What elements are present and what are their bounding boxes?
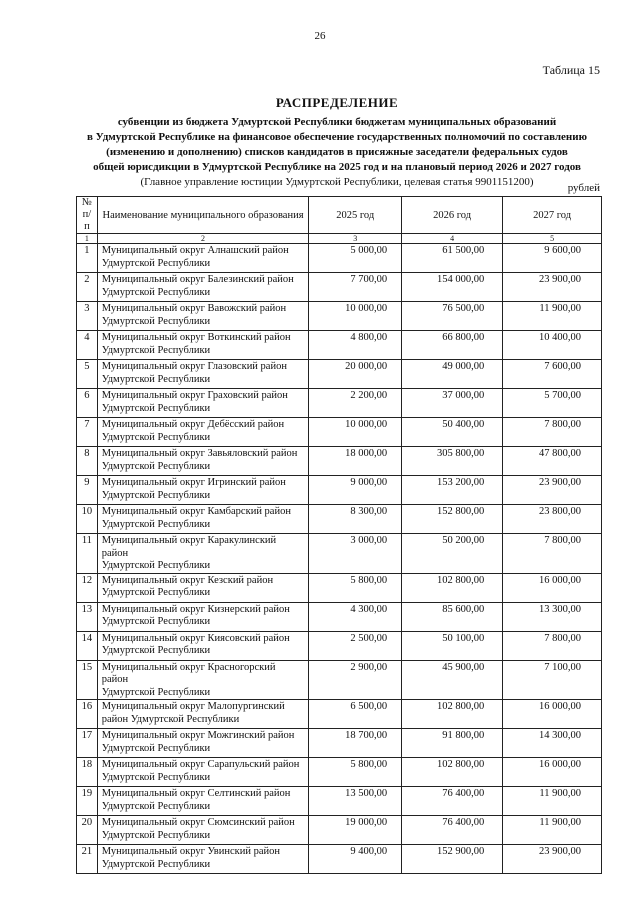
amount-2025: 6 500,00 (309, 700, 402, 729)
amount-2026: 154 000,00 (402, 273, 503, 302)
row-number: 10 (77, 505, 98, 534)
subtitle-line-3: (изменению и дополнению) списков кандидатов в присяжные заседатели федеральных судов (106, 146, 568, 158)
amount-2027: 7 800,00 (503, 534, 602, 574)
municipality-name-line2: Удмуртской Республики (101, 460, 211, 472)
municipality-name-line1: Муниципальный округ Кизнерский район (101, 603, 290, 615)
column-index: 3 (309, 234, 402, 244)
municipality-name-line2: район Удмуртской Республики (101, 713, 240, 725)
municipality-name-line1: Муниципальный округ Дебёсский район (101, 419, 285, 430)
amount-2026: 152 900,00 (402, 845, 503, 874)
amount-2025: 3 000,00 (309, 534, 402, 574)
municipality-name (97, 418, 309, 447)
municipality-name-line2: Удмуртской Республики (101, 431, 211, 443)
table-row (77, 631, 602, 660)
table-row (77, 418, 602, 447)
header-number-line1: № (81, 197, 92, 208)
row-number: 15 (77, 660, 98, 700)
municipality-name (97, 244, 309, 273)
municipality-name (97, 273, 309, 302)
table-row (77, 476, 602, 505)
municipality-name-line1: Муниципальный округ Каракулинский район (101, 535, 277, 559)
table-row (77, 787, 602, 816)
distribution-table (76, 196, 602, 874)
row-number: 2 (77, 273, 98, 302)
table-label: Таблица 15 (542, 63, 600, 77)
amount-2025: 5 800,00 (309, 758, 402, 787)
amount-2027: 13 300,00 (503, 602, 602, 631)
column-index: 2 (97, 234, 309, 244)
municipality-name-line1: Муниципальный округ Игринский район (101, 477, 286, 488)
municipality-name (97, 787, 309, 816)
amount-2027: 9 600,00 (503, 244, 602, 273)
municipality-name-line2: Удмуртской Республики (101, 742, 211, 754)
amount-2025: 7 700,00 (309, 273, 402, 302)
amount-2027: 11 900,00 (503, 787, 602, 816)
row-number: 6 (77, 389, 98, 418)
amount-2026: 37 000,00 (402, 389, 503, 418)
table-row (77, 331, 602, 360)
municipality-name (97, 534, 309, 574)
header-2025: 2025 год (309, 197, 402, 234)
municipality-name-line1: Муниципальный округ Граховский район (101, 390, 288, 401)
municipality-name (97, 389, 309, 418)
table-row (77, 660, 602, 700)
amount-2027: 14 300,00 (503, 729, 602, 758)
municipality-name-line2: Удмуртской Республики (101, 771, 211, 783)
row-number: 17 (77, 729, 98, 758)
municipality-name-line2: Удмуртской Республики (101, 616, 211, 627)
table-row (77, 729, 602, 758)
municipality-name (97, 331, 309, 360)
column-index-row (77, 234, 602, 244)
municipality-name-line1: Муниципальный округ Кезский район (101, 574, 274, 586)
table-row (77, 573, 602, 602)
amount-2025: 20 000,00 (309, 360, 402, 389)
municipality-name (97, 816, 309, 845)
municipality-name-line1: Муниципальный округ Селтинский район (101, 788, 291, 799)
header-row (77, 197, 602, 234)
subtitle-line-1: субвенции из бюджета Удмуртской Республики бюджетам муниципальных образований (117, 116, 557, 128)
amount-2027: 7 800,00 (503, 418, 602, 447)
municipality-name-line2: Удмуртской Республики (101, 257, 211, 269)
amount-2026: 76 400,00 (402, 787, 503, 816)
amount-2025: 2 200,00 (309, 389, 402, 418)
amount-2025: 5 000,00 (309, 244, 402, 273)
table-row (77, 758, 602, 787)
amount-2026: 85 600,00 (402, 602, 503, 631)
amount-2026: 50 100,00 (402, 631, 503, 660)
table-row (77, 389, 602, 418)
amount-2025: 9 000,00 (309, 476, 402, 505)
amount-2027: 7 800,00 (503, 631, 602, 660)
amount-2025: 2 900,00 (309, 660, 402, 700)
municipality-name (97, 476, 309, 505)
amount-2027: 23 900,00 (503, 273, 602, 302)
municipality-name-line1: Муниципальный округ Завьяловский район (101, 448, 298, 459)
row-number: 7 (77, 418, 98, 447)
municipality-name-line1: Муниципальный округ Глазовский район (101, 361, 287, 372)
row-number: 18 (77, 758, 98, 787)
header-2026: 2026 год (402, 197, 503, 234)
amount-2027: 11 900,00 (503, 816, 602, 845)
amount-2026: 91 800,00 (402, 729, 503, 758)
municipality-name (97, 573, 309, 602)
municipality-name-line1: Муниципальный округ Алнашский район (101, 245, 289, 256)
municipality-name-line2: Удмуртской Республики (101, 560, 211, 571)
row-number: 20 (77, 816, 98, 845)
municipality-name-line2: Удмуртской Республики (101, 489, 211, 501)
amount-2026: 102 800,00 (402, 700, 503, 729)
column-index: 4 (402, 234, 503, 244)
amount-2027: 5 700,00 (503, 389, 602, 418)
subtitle-line-2: в Удмуртской Республике на финансовое обеспечение государственных полномочий по составлению (86, 131, 588, 143)
row-number: 19 (77, 787, 98, 816)
municipality-name (97, 631, 309, 660)
municipality-name-line1: Муниципальный округ Балезинский район (101, 274, 294, 285)
table-row (77, 534, 602, 574)
amount-2027: 16 000,00 (503, 758, 602, 787)
municipality-name-line2: Удмуртской Республики (101, 645, 211, 656)
municipality-name-line2: Удмуртской Республики (101, 587, 211, 598)
amount-2025: 19 000,00 (309, 816, 402, 845)
municipality-name-line1: Муниципальный округ Можгинский район (101, 730, 295, 741)
municipality-name (97, 660, 309, 700)
amount-2025: 13 500,00 (309, 787, 402, 816)
amount-2026: 102 800,00 (402, 573, 503, 602)
table-row (77, 700, 602, 729)
subtitle-line-4: общей юрисдикции в Удмуртской Республике на 2025 год и на плановый период 2026 и 2027 годов (93, 161, 581, 173)
header-number-line2: п/п (82, 209, 92, 232)
page-title: РАСПРЕДЕЛЕНИЕ (275, 95, 399, 110)
municipality-name-line2: Удмуртской Республики (101, 402, 211, 414)
municipality-name-line2: Удмуртской Республики (101, 686, 211, 698)
row-number: 11 (77, 534, 98, 574)
budget-note: (Главное управление юстиции Удмуртской Республики, целевая статья 9901151200) (140, 176, 534, 188)
amount-2025: 18 700,00 (309, 729, 402, 758)
header-2027: 2027 год (503, 197, 602, 234)
amount-2027: 23 800,00 (503, 505, 602, 534)
amount-2025: 4 300,00 (309, 602, 402, 631)
amount-2027: 23 900,00 (503, 476, 602, 505)
row-number: 21 (77, 845, 98, 874)
amount-2025: 5 800,00 (309, 573, 402, 602)
header-number (77, 197, 98, 234)
municipality-name-line1: Муниципальный округ Красногорский район (101, 661, 276, 685)
municipality-name-line2: Удмуртской Республики (101, 286, 211, 298)
municipality-name-line2: Удмуртской Республики (101, 518, 211, 530)
amount-2027: 7 100,00 (503, 660, 602, 700)
amount-2026: 76 400,00 (402, 816, 503, 845)
municipality-name (97, 758, 309, 787)
amount-2025: 10 000,00 (309, 302, 402, 331)
amount-2025: 18 000,00 (309, 447, 402, 476)
municipality-name (97, 505, 309, 534)
units-label: рублей (567, 182, 600, 194)
municipality-name-line1: Муниципальный округ Сюмсинский район (101, 817, 295, 828)
amount-2027: 16 000,00 (503, 573, 602, 602)
amount-2026: 153 200,00 (402, 476, 503, 505)
amount-2025: 10 000,00 (309, 418, 402, 447)
page-number: 26 (314, 30, 326, 42)
amount-2027: 47 800,00 (503, 447, 602, 476)
municipality-name-line2: Удмуртской Республики (101, 800, 211, 812)
amount-2025: 9 400,00 (309, 845, 402, 874)
municipality-name-line1: Муниципальный округ Киясовский район (101, 632, 290, 644)
table-row (77, 302, 602, 331)
amount-2026: 49 000,00 (402, 360, 503, 389)
municipality-name (97, 302, 309, 331)
municipality-name (97, 447, 309, 476)
amount-2027: 23 900,00 (503, 845, 602, 874)
table-row (77, 447, 602, 476)
amount-2027: 10 400,00 (503, 331, 602, 360)
row-number: 16 (77, 700, 98, 729)
amount-2027: 11 900,00 (503, 302, 602, 331)
row-number: 1 (77, 244, 98, 273)
amount-2025: 2 500,00 (309, 631, 402, 660)
row-number: 12 (77, 573, 98, 602)
row-number: 9 (77, 476, 98, 505)
row-number: 13 (77, 602, 98, 631)
amount-2026: 61 500,00 (402, 244, 503, 273)
municipality-name-line2: Удмуртской Республики (101, 344, 211, 356)
amount-2026: 102 800,00 (402, 758, 503, 787)
amount-2025: 4 800,00 (309, 331, 402, 360)
row-number: 14 (77, 631, 98, 660)
table-row (77, 816, 602, 845)
table-row (77, 360, 602, 389)
municipality-name-line1: Муниципальный округ Воткинский район (101, 332, 291, 343)
table-row (77, 244, 602, 273)
municipality-name (97, 729, 309, 758)
municipality-name-line1: Муниципальный округ Камбарский район (101, 506, 291, 517)
row-number: 8 (77, 447, 98, 476)
municipality-name-line2: Удмуртской Республики (101, 315, 211, 327)
table-row (77, 273, 602, 302)
municipality-name (97, 700, 309, 729)
municipality-name-line1: Муниципальный округ Вавожский район (101, 303, 287, 314)
municipality-name-line2: Удмуртской Республики (101, 373, 211, 385)
header-name: Наименование муниципального образования (97, 197, 309, 234)
table-row (77, 845, 602, 874)
municipality-name-line1: Муниципальный округ Сарапульский район (101, 759, 300, 770)
amount-2026: 66 800,00 (402, 331, 503, 360)
amount-2026: 152 800,00 (402, 505, 503, 534)
municipality-name-line1: Муниципальный округ Увинский район (101, 846, 280, 857)
document-heading (70, 95, 604, 190)
table-row (77, 602, 602, 631)
amount-2027: 16 000,00 (503, 700, 602, 729)
municipality-name (97, 602, 309, 631)
amount-2026: 305 800,00 (402, 447, 503, 476)
row-number: 3 (77, 302, 98, 331)
amount-2026: 50 200,00 (402, 534, 503, 574)
municipality-name (97, 845, 309, 874)
table-row (77, 505, 602, 534)
column-index: 1 (77, 234, 98, 244)
municipality-name (97, 360, 309, 389)
row-number: 4 (77, 331, 98, 360)
amount-2027: 7 600,00 (503, 360, 602, 389)
municipality-name-line2: Удмуртской Республики (101, 829, 211, 841)
amount-2025: 8 300,00 (309, 505, 402, 534)
amount-2026: 50 400,00 (402, 418, 503, 447)
row-number: 5 (77, 360, 98, 389)
amount-2026: 76 500,00 (402, 302, 503, 331)
amount-2026: 45 900,00 (402, 660, 503, 700)
municipality-name-line2: Удмуртской Республики (101, 858, 211, 870)
column-index: 5 (503, 234, 602, 244)
municipality-name-line1: Муниципальный округ Малопургинский (101, 701, 285, 712)
